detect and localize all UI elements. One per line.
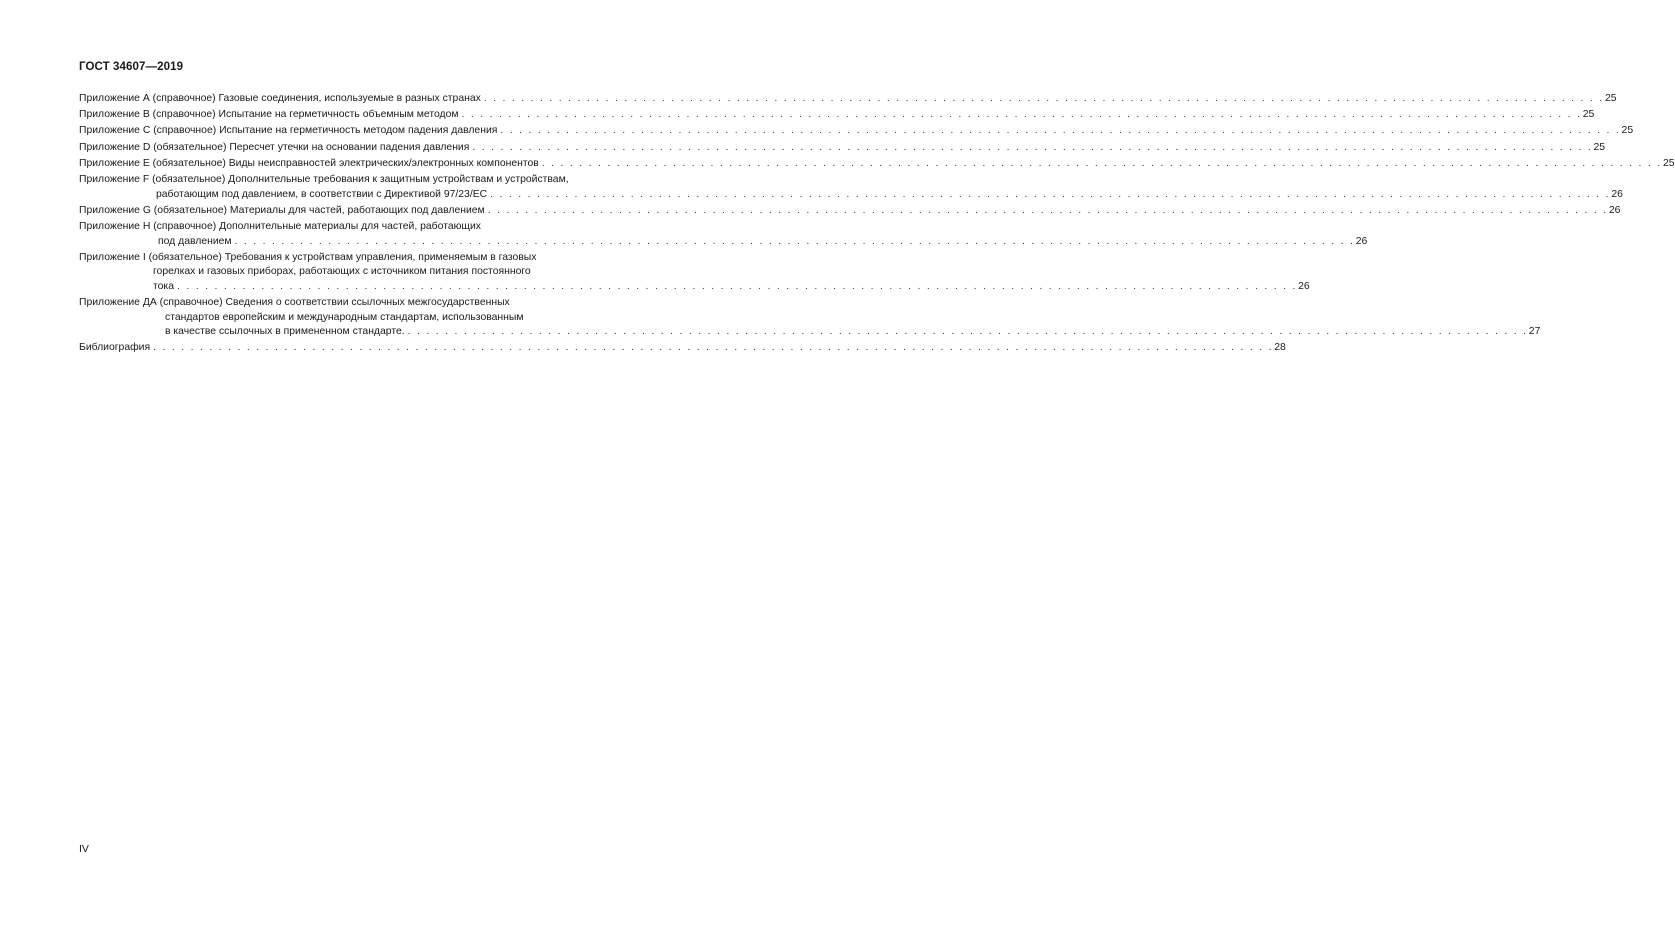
toc-entry[interactable]	[79, 220, 1368, 249]
dot-leader: . . . . . . . . . . . . . . . . . . . . . . . . . . . . . . . . . . . . . . . . . . . . . . . . . . . . . . . . . . . . . . . . . . . . . . . . . . . . . . . . . . . . . . . . . . . . . . . . . . . . . . . . . . . . . . . . . . . . . . . .	[153, 342, 1274, 354]
toc-page-number: 25	[1604, 93, 1617, 104]
dot-leader: . . . . . . . . . . . . . . . . . . . . . . . . . . . . . . . . . . . . . . . . . . . . . . . . . . . . . . . . . . . . . . . . . . . . . . . . . . . . . . . . . . . . . . . . . . . . . . . . . . . . . . . . . . . . . . . . . . . . . . . .	[472, 141, 1593, 153]
dot-leader: . . . . . . . . . . . . . . . . . . . . . . . . . . . . . . . . . . . . . . . . . . . . . . . . . . . . . . . . . . . . . . . . . . . . . . . . . . . . . . . . . . . . . . . . . . . . . . . . . . . . . . . . . . . . . . . . . . . . . . . .	[500, 125, 1621, 137]
dot-leader: . . . . . . . . . . . . . . . . . . . . . . . . . . . . . . . . . . . . . . . . . . . . . . . . . . . . . . . . . . . . . . . . . . . . . . . . . . . . . . . . . . . . . . . . . . . . . . . . . . . . . . . . . . . . . . . . . . . . . . . .	[541, 157, 1662, 169]
toc-entry-text: Приложение I (обязательное) Требования к устройствам управления, применяемым в газовых	[79, 251, 537, 263]
page-number: IV	[79, 843, 89, 855]
toc-entry-text: Приложение G (обязательное) Материалы для частей, работающих под давлением	[79, 204, 485, 216]
toc-entry[interactable]	[79, 341, 1286, 356]
toc-page-number: 26	[1298, 280, 1310, 292]
dot-leader: . . . . . . . . . . . . . . . . . . . . . . . . . . . . . . . . . . . . . . . . . . . . . . . . . . . . . . . . . . . . . . . . . . . . . . . . . . . . . . . . . . . . . . . . . . . . . . . . . . . . . . . . . . . . . . . . . . . . . . . .	[176, 280, 1298, 292]
toc-entry[interactable]	[79, 108, 1595, 123]
dot-leader: . . . . . . . . . . . . . . . . . . . . . . . . . . . . . . . . . . . . . . . . . . . . . . . . . . . . . . . . . . . . . . . . . . . . . . . . . . . . . . . . . . . . . . . . . . . . . . . . . . . . . . . . . . . . . . . . . . . . . . . .	[407, 326, 1528, 338]
toc-entry-text: тока	[153, 280, 174, 292]
toc-entry-text: Приложение С (справочное) Испытание на герметичность методом падения давления	[79, 125, 498, 137]
toc-page-number: 27	[1528, 326, 1541, 338]
toc-entry[interactable]	[79, 141, 1606, 156]
toc-entry[interactable]	[79, 204, 1621, 219]
toc-entry-text: Приложение А (справочное) Газовые соединения, используемые в разных странах	[79, 93, 481, 104]
toc-entry[interactable]	[79, 173, 1623, 202]
dot-leader: . . . . . . . . . . . . . . . . . . . . . . . . . . . . . . . . . . . . . . . . . . . . . . . . . . . . . . . . . . . . . . . . . . . . . . . . . . . . . . . . . . . . . . . . . . . . . . . . . . . . . . . . . . . . . . . . . . . . . . . .	[487, 204, 1608, 216]
toc-entry-text: Приложение Е (обязательное) Виды неисправностей электрических/электронных компонентов	[79, 157, 539, 169]
dot-leader: . . . . . . . . . . . . . . . . . . . . . . . . . . . . . . . . . . . . . . . . . . . . . . . . . . . . . . . . . . . . . . . . . . . . . . . . . . . . . . . . . . . . . . . . . . . . . . . . . . . . . . . . . . . . . . . . . . . . . . . .	[461, 109, 1582, 121]
dot-leader: . . . . . . . . . . . . . . . . . . . . . . . . . . . . . . . . . . . . . . . . . . . . . . . . . . . . . . . . . . . . . . . . . . . . . . . . . . . . . . . . . . . . . . . . . . . . . . . . . . . . . . . . . . . . . . . . . . . . . . . .	[234, 235, 1355, 247]
toc-entry-text: Приложение ДА (справочное) Сведения о соответствии ссылочных межгосударственных	[79, 297, 510, 309]
dot-leader: . . . . . . . . . . . . . . . . . . . . . . . . . . . . . . . . . . . . . . . . . . . . . . . . . . . . . . . . . . . . . . . . . . . . . . . . . . . . . . . . . . . . . . . . . . . . . . . . . . . . . . . . . . . . . . . . . . . . . . . .	[483, 93, 1604, 104]
document-header: ГОСТ 34607—2019	[79, 61, 184, 73]
toc-page-number: 25	[1593, 141, 1606, 153]
toc-entry-text: Приложение F (обязательное) Дополнительные требования к защитным устройствам и устройствам,	[79, 173, 569, 185]
toc-entry-text: стандартов европейским и международным стандартам, использованным	[165, 311, 524, 323]
toc-entry-text: в качестве ссылочных в примененном стандарте.	[165, 326, 405, 338]
toc-entry-text: Приложение В (справочное) Испытание на герметичность объемным методом	[79, 109, 459, 121]
toc-page-number: 26	[1355, 235, 1368, 247]
toc-entry-text: Библиография	[79, 342, 151, 354]
toc-entry-text: Приложение D (обязательное) Пересчет утечки на основании падения давления	[79, 141, 470, 153]
dot-leader: . . . . . . . . . . . . . . . . . . . . . . . . . . . . . . . . . . . . . . . . . . . . . . . . . . . . . . . . . . . . . . . . . . . . . . . . . . . . . . . . . . . . . . . . . . . . . . . . . . . . . . . . . . . . . . . . . . . . . . . .	[490, 188, 1611, 200]
toc-entry-text: под давлением	[158, 235, 232, 247]
toc-page-number: 26	[1611, 188, 1623, 200]
toc-entry-text: работающим под давлением, в соответствии с Директивой 97/23/EC	[156, 188, 488, 200]
toc-page-number: 26	[1608, 204, 1621, 216]
toc-page-number: 25	[1621, 125, 1634, 137]
toc-entry[interactable]	[79, 251, 1310, 295]
toc-entry[interactable]	[79, 124, 1634, 139]
toc-entry[interactable]	[79, 296, 1541, 340]
toc-entry[interactable]	[79, 92, 1617, 107]
toc-entry-text: Приложение Н (справочное) Дополнительные материалы для частей, работающих	[79, 220, 481, 232]
toc-page-number: 28	[1274, 342, 1286, 354]
toc-entry-text: горелках и газовых приборах, работающих с источником питания постоянного	[153, 266, 531, 278]
table-of-contents	[79, 92, 1675, 358]
toc-entry[interactable]	[79, 157, 1675, 172]
toc-page-number: 25	[1582, 109, 1595, 121]
toc-page-number: 25	[1662, 157, 1675, 169]
